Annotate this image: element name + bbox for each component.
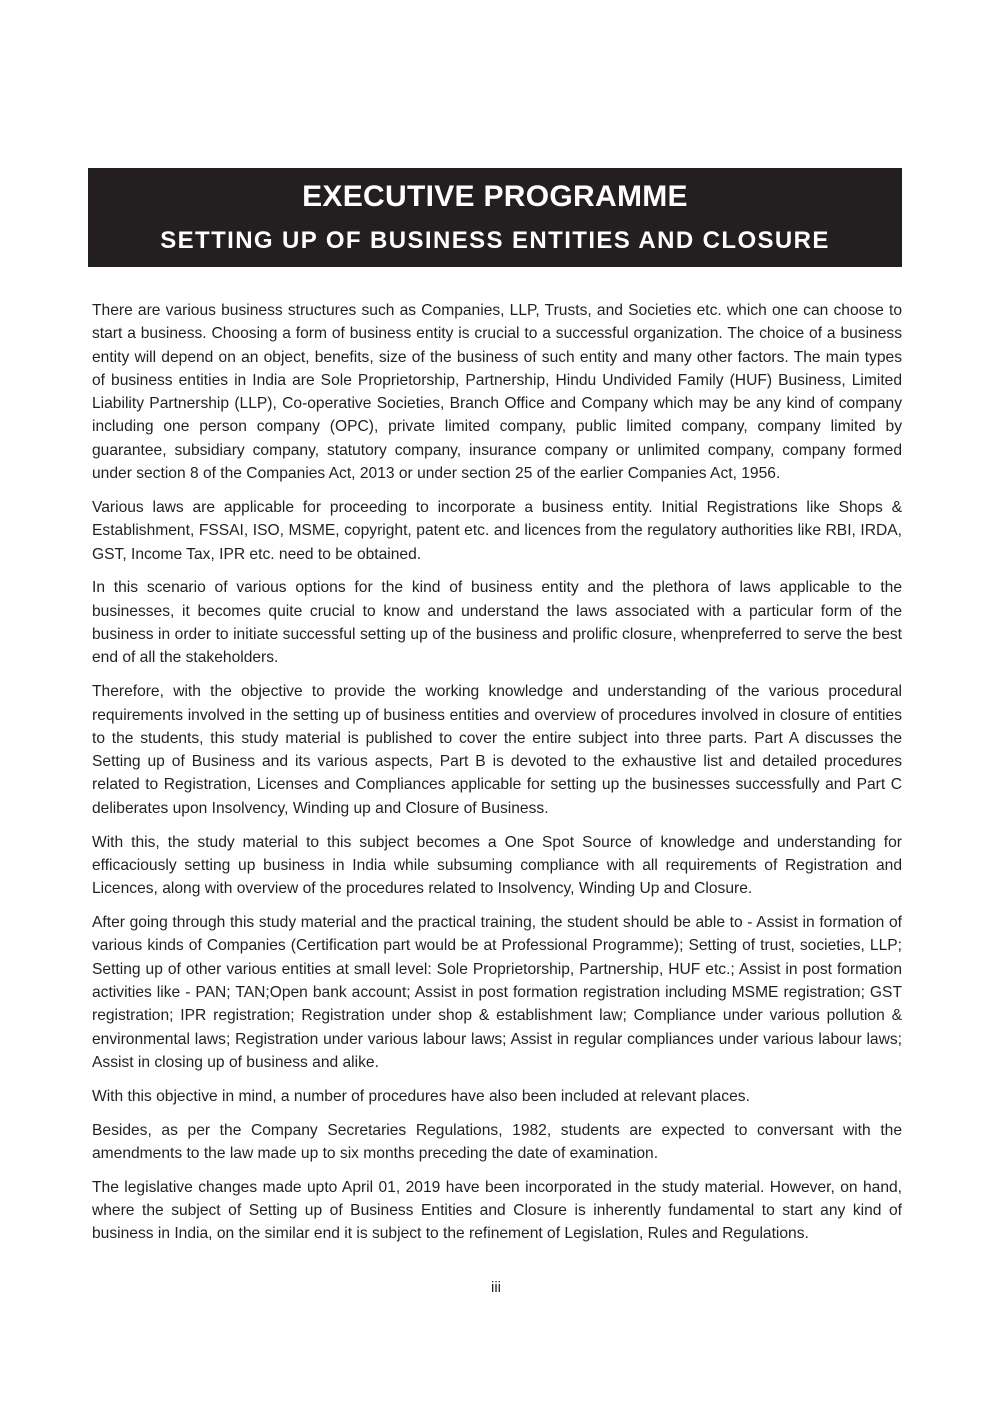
body-text — [92, 299, 902, 1256]
paragraph: With this objective in mind, a number of procedures have also been included at relevant places. — [92, 1087, 750, 1105]
paragraph: Besides, as per the Company Secretaries Regulations, 1982, students are expected to conversant with the amendments to the law made up to six months preceding the date of examination. — [92, 1121, 902, 1162]
paragraph: There are various business structures such as Companies, LLP, Trusts, and Societies etc. which one can choose to start a business. Choosing a form of business entity is crucial to a successful organization. The choice of a business entity will depend on an object, benefits, size of the business of such entity and many other factors. The main types of business entities in India are Sole Proprietorship, Partnership, Hindu Undivided Family (HUF) Business, Limited Liability Partnership (LLP), Co-operative Societies, Branch Office and Company which may be any kind of company including one person company (OPC), private limited company, public limited company, company limited by guarantee, subsidiary company, statutory company, insurance company or unlimited company, company formed under section 8 of the Companies Act, 2013 or under section 25 of the earlier Companies Act, 1956. — [92, 302, 902, 483]
title-banner — [88, 168, 902, 267]
paragraph: Various laws are applicable for proceeding to incorporate a business entity. Initial Registrations like Shops & Establishment, FSSAI, ISO, MSME, copyright, patent etc. and licences from the regulatory authorities like RBI, IRDA, GST, Income Tax, IPR etc. need to be obtained. — [92, 498, 902, 563]
paragraph: In this scenario of various options for the kind of business entity and the plethora of laws applicable to the businesses, it becomes quite crucial to know and understand the laws associated with a particular form of the business in order to initiate successful setting up of the business and prolific closure, whenpreferred to serve the best end of all the stakeholders. — [92, 579, 902, 667]
programme-title: EXECUTIVE PROGRAMME — [302, 180, 688, 213]
paragraph: With this, the study material to this subject becomes a One Spot Source of knowledge and understanding for efficaciously setting up business in India while subsuming compliance with all requirements of Registration and Licences, along with overview of the procedures related to Insolvency, Winding Up and Closure. — [92, 833, 902, 898]
paragraph: After going through this study material and the practical training, the student should be able to - Assist in formation of various kinds of Companies (Certification part would be at Professional Programme); Setting of trust, societies, LLP; Setting up of other various entities at small level: Sole Proprietorship, Partnership, HUF etc.; Assist in post formation activities like - PAN; TAN;Open bank account; Assist in post formation registration including MSME registration; GST registration; IPR registration; Registration under shop & establishment law; Compliance under various pollution & environmental laws; Registration under various labour laws; Assist in regular compliances under various labour laws; Assist in closing up of business and alike. — [92, 914, 902, 1071]
paragraph: The legislative changes made upto April 01, 2019 have been incorporated in the study material. However, on hand, where the subject of Setting up of Business Entities and Closure is inherently fundamental to start any kind of business in India, on the similar end it is subject to the refinement of Legislation, Rules and Regulations. — [92, 1178, 902, 1243]
paragraph: Therefore, with the objective to provide the working knowledge and understanding of the various procedural requirements involved in the setting up of business entities and overview of procedures involved in closure of entities to the students, this study material is published to cover the entire subject into three parts. Part A discusses the Setting up of Business and its various aspects, Part B is devoted to the exhaustive list and detailed procedures related to Registration, Licenses and Compliances applicable for setting up the businesses successfully and Part C deliberates upon Insolvency, Winding up and Closure of Business. — [92, 683, 902, 817]
subject-title: SETTING UP OF BUSINESS ENTITIES AND CLOSURE — [160, 227, 830, 254]
page-number: iii — [491, 1279, 501, 1296]
